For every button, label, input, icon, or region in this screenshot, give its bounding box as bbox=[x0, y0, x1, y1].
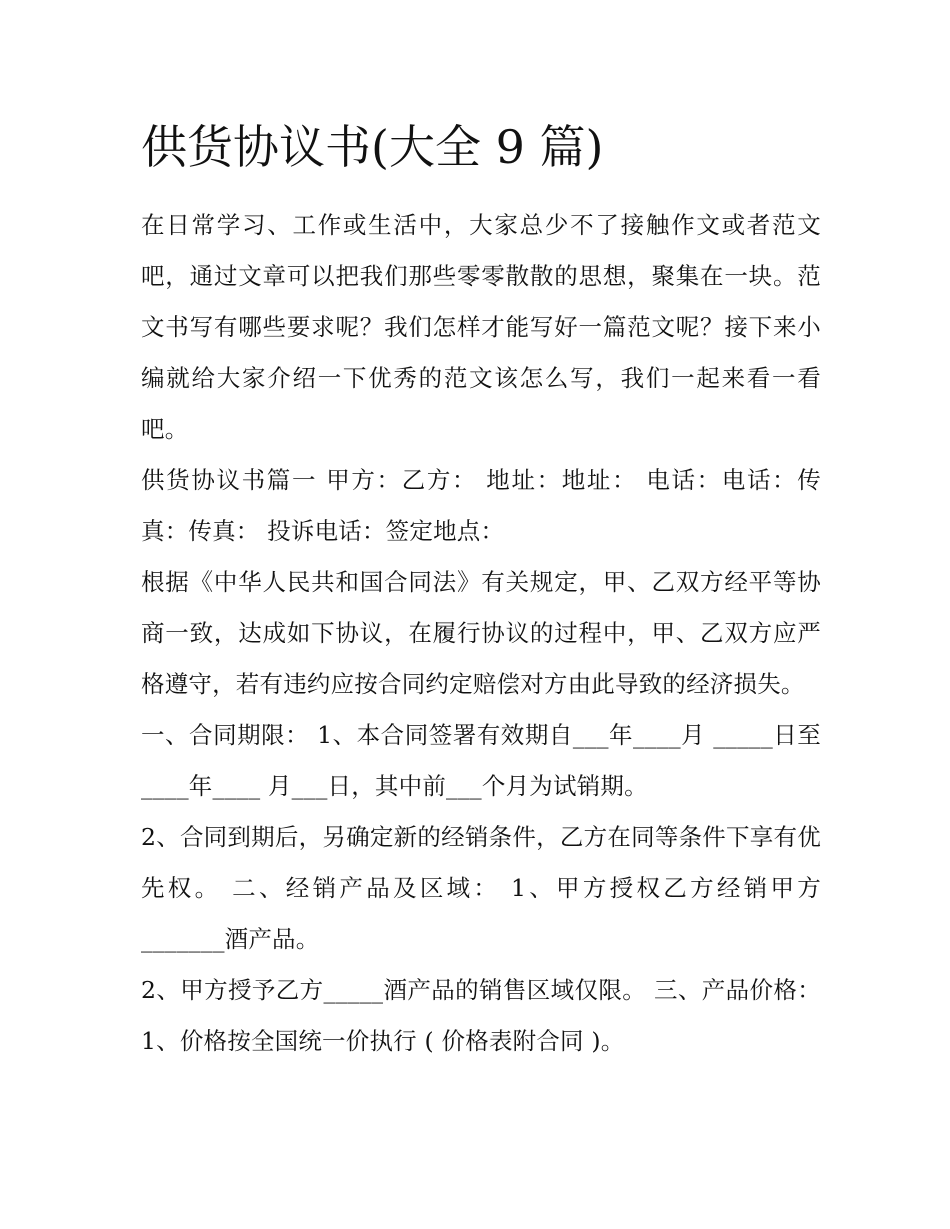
document-title: 供货协议书(大全 9 篇) bbox=[141, 120, 604, 174]
priority-products-paragraph: 2、合同到期后，另确定新的经销条件，乙方在同等条件下享有优先权。 二、经销产品及区域： 1、甲方授权乙方经销甲方_______酒产品。 bbox=[141, 823, 821, 953]
contract-term-paragraph: 一、合同期限： 1、本合同签署有效期自___年____月 _____日至____年____ 月___日，其中前___个月为试销期。 bbox=[141, 721, 821, 800]
intro-paragraph: 在日常学习、工作或生活中，大家总少不了接触作文或者范文吧，通过文章可以把我们那些零零散散的思想，聚集在一块。范文书写有哪些要求呢？我们怎样才能写好一篇范文呢？接下来小编就给大家介绍一下优秀的范文该怎么写，我们一起来看一看吧。 bbox=[141, 211, 821, 443]
parties-paragraph: 供货协议书篇一 甲方：乙方： 地址：地址： 电话：电话：传真：传真： 投诉电话：签定地点： bbox=[141, 466, 821, 545]
document-body bbox=[141, 112, 821, 1067]
preamble-paragraph: 根据《中华人民共和国合同法》有关规定，甲、乙双方经平等协商一致，达成如下协议，在履行协议的过程中，甲、乙双方应严格遵守，若有违约应按合同约定赔偿对方由此导致的经济损失。 bbox=[141, 568, 821, 698]
region-price-paragraph: 2、甲方授予乙方_____酒产品的销售区域仅限。 三、产品价格： 1、价格按全国统一价执行 ( 价格表附合同 )。 bbox=[141, 976, 821, 1055]
